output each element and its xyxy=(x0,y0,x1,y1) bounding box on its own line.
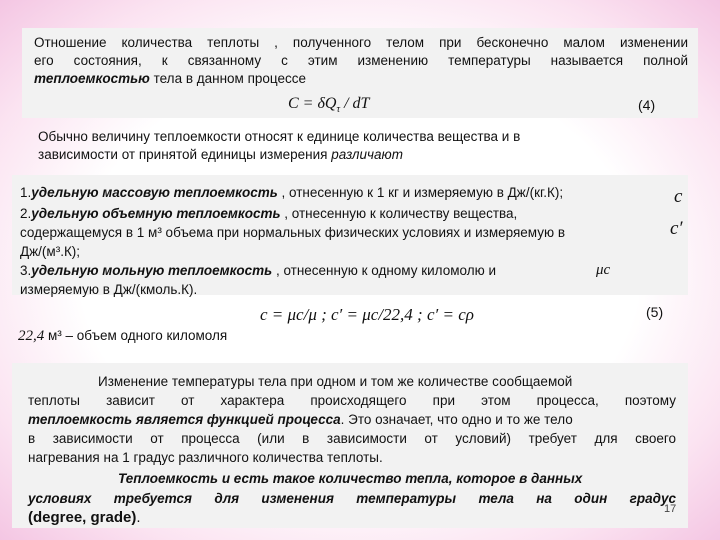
p1-line3-rest: тела в данном процессе xyxy=(149,71,307,86)
list-item-mass: 1.удельную массовую теплоемкость , отнесенную к 1 кг и измеряемую в Дж/(кг.К); xyxy=(20,185,564,200)
p4-line1: Теплоемкость и есть такое количество тепла, которое в данных xyxy=(118,471,583,486)
formula-conversions: c = μc/μ ; c′ = μc/22,4 ; c′ = cρ xyxy=(260,305,474,324)
symbol-mu-c: μc xyxy=(596,262,611,278)
p3-line5: нагревания на 1 градус различного количества теплоты. xyxy=(28,450,383,465)
p3-line2: теплоты зависит от характера происходящего при этом процесса, поэтому xyxy=(28,393,676,408)
p1-line1: Отношение количества теплоты , полученного телом при бесконечно малом изменении xyxy=(34,35,688,50)
p1-line3 xyxy=(34,70,306,88)
p4-line3: (degree, grade). xyxy=(28,509,141,526)
p2-line2: зависимости от принятой единицы измерения различают xyxy=(38,147,403,162)
term-heat-capacity: теплоемкостью xyxy=(34,71,150,86)
equation-number-5: (5) xyxy=(646,304,664,320)
p1-line2: его состояния, к связанному с этим изменению температуры называется полной xyxy=(34,53,688,68)
p3-line1: Изменение температуры тела при одном и том же количестве сообщаемой xyxy=(98,374,573,389)
page-number: 17 xyxy=(664,503,677,515)
equation-number-4: (4) xyxy=(638,97,656,113)
list-line-3: содержащемуся в 1 м³ объема при нормальных физических условиях и измеряемую в xyxy=(20,225,566,240)
p3-line3: теплоемкость является функцией процесса. Это означает, что одно и то же тело xyxy=(28,412,573,427)
volume-note: 22,4 м³ – объем одного киломоля xyxy=(18,328,228,344)
p3-line4: в зависимости от процесса (или в зависимости от условий) требует для своего xyxy=(28,431,676,446)
p4-line2: условиях требуется для изменения температуры тела на один градус xyxy=(28,491,676,506)
list-item-volume: 2.удельную объемную теплоемкость , отнесенную к количеству вещества, xyxy=(20,206,518,221)
list-line-4: Дж/(м³.К); xyxy=(20,244,81,259)
list-item-molar: 3.удельную мольную теплоемкость , отнесенную к одному киломолю и xyxy=(20,263,497,278)
p2-line1: Обычно величину теплоемкости относят к единице количества вещества и в xyxy=(38,129,521,144)
list-line-6: измеряемую в Дж/(кмоль.К). xyxy=(20,282,198,297)
symbol-c-prime: c′ xyxy=(670,218,683,239)
symbol-c: c xyxy=(674,186,683,207)
formula-heat-capacity: $C = \delta Q_\tau$ / dT xyxy=(288,95,370,116)
